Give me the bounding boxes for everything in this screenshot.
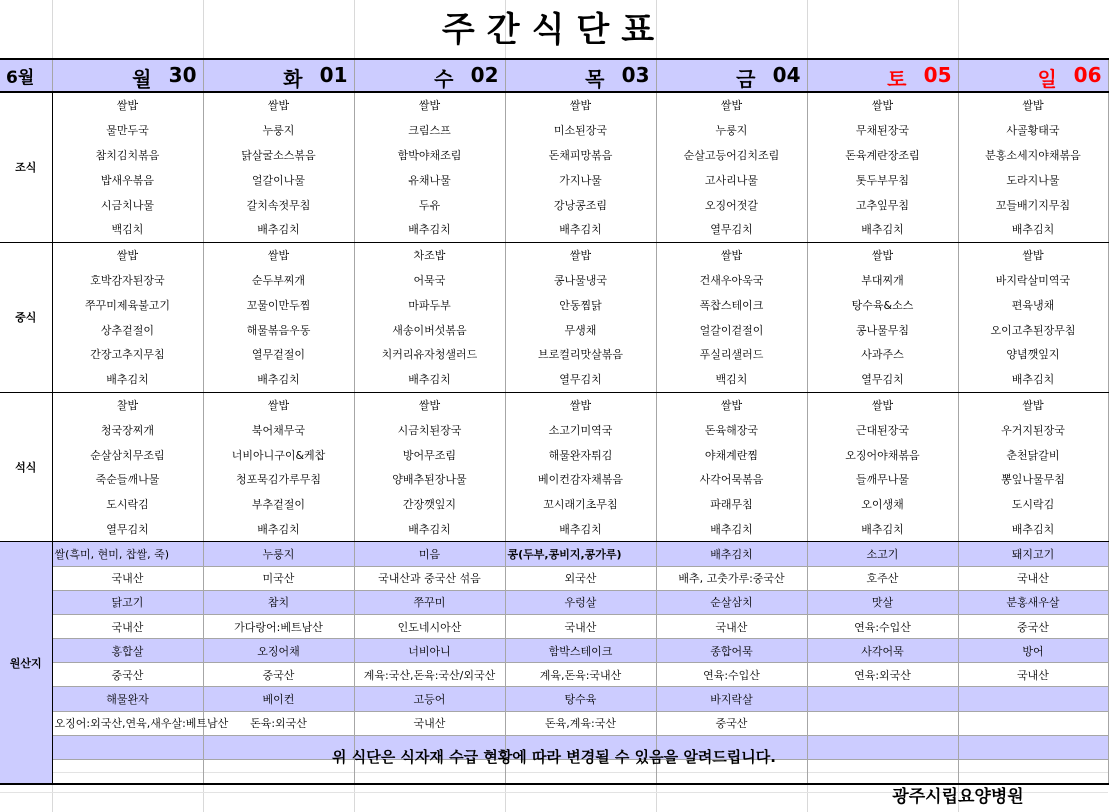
menu-item: 도라지나물 [958,167,1108,192]
menu-item: 배추김치 [958,217,1108,242]
menu-item: 쌀밥 [807,242,958,267]
menu-item: 해물볶음우동 [203,317,354,342]
menu-item: 쌀밥 [505,242,656,267]
menu-item: 오이고추된장무침 [958,317,1108,342]
day-name: 수 [434,67,454,91]
menu-item: 배추김치 [354,367,505,392]
origin-cell: 국내산 [656,614,807,638]
day-header [958,59,1108,92]
menu-item: 사골황태국 [958,118,1108,143]
origin-cell: 우렁살 [505,590,656,614]
menu-item: 근대된장국 [807,417,958,442]
origin-cell [807,687,958,711]
menu-item: 열무김치 [505,367,656,392]
menu-item: 돈육해장국 [656,417,807,442]
origin-cell: 중국산 [958,614,1108,638]
menu-row [0,367,1108,392]
menu-item: 배추김치 [354,217,505,242]
menu-item: 어묵국 [354,268,505,293]
menu-row [0,492,1108,517]
menu-item: 폭찹스테이크 [656,292,807,317]
menu-row [0,143,1108,168]
origin-cell: 미음 [354,542,505,566]
day-number: 04 [772,63,801,87]
menu-item: 춘천닭갈비 [958,442,1108,467]
origin-cell: 오징어:외국산,연육,새우살:베트남산 [52,711,203,735]
menu-item: 푸실리샐러드 [656,342,807,367]
day-number: 01 [319,63,348,87]
origin-cell: 국내산 [354,711,505,735]
menu-row [0,467,1108,492]
menu-item: 쌀밥 [807,392,958,417]
menu-item: 닭살굴소스볶음 [203,143,354,168]
menu-row [0,292,1108,317]
menu-row [0,392,1108,417]
origin-cell: 참치 [203,590,354,614]
menu-item: 쌀밥 [656,242,807,267]
origin-cell: 외국산 [505,566,656,590]
menu-item: 새송이버섯볶음 [354,317,505,342]
origin-cell: 방어 [958,639,1108,663]
menu-row [0,118,1108,143]
day-header [505,59,656,92]
menu-item: 간장깻잎지 [354,492,505,517]
day-number: 30 [168,63,197,87]
menu-item: 시금치나물 [52,192,203,217]
menu-item: 호박감자된장국 [52,268,203,293]
menu-item: 탕수육&소스 [807,292,958,317]
origin-cell: 호주산 [807,566,958,590]
menu-item: 미소된장국 [505,118,656,143]
menu-item: 들깨무나물 [807,467,958,492]
menu-item: 북어채무국 [203,417,354,442]
origin-cell: 베이컨 [203,687,354,711]
day-name: 월 [132,67,152,91]
day-name: 토 [887,67,907,91]
menu-item: 배추김치 [203,517,354,542]
origin-cell: 국내산과 중국산 섞음 [354,566,505,590]
menu-row [0,167,1108,192]
menu-row [0,342,1108,367]
menu-item: 참치김치볶음 [52,143,203,168]
menu-item: 방어무조림 [354,442,505,467]
origin-cell: 고등어 [354,687,505,711]
menu-item: 차조밥 [354,242,505,267]
origin-cell: 국내산 [505,614,656,638]
menu-item: 물만두국 [52,118,203,143]
origin-cell: 돼지고기 [958,542,1108,566]
menu-item: 유채나물 [354,167,505,192]
menu-item: 상추겉절이 [52,317,203,342]
origin-cell: 사각어묵 [807,639,958,663]
menu-item: 순두부찌개 [203,268,354,293]
origin-cell: 소고기 [807,542,958,566]
origin-cell: 맛살 [807,590,958,614]
day-name: 목 [585,67,605,91]
menu-row [0,242,1108,267]
origin-row [0,566,1108,590]
menu-item: 건새우아욱국 [656,268,807,293]
menu-row [0,417,1108,442]
menu-item: 크림스프 [354,118,505,143]
menu-item: 청국장찌개 [52,417,203,442]
day-header [52,59,203,92]
menu-item: 배추김치 [203,367,354,392]
menu-item: 쌀밥 [505,392,656,417]
menu-item: 오징어야채볶음 [807,442,958,467]
origin-cell: 연육:수입산 [656,663,807,687]
menu-item: 열무김치 [52,517,203,542]
origin-cell: 중국산 [656,711,807,735]
menu-item: 함박야채조림 [354,143,505,168]
menu-item: 밥새우볶음 [52,167,203,192]
origin-cell: 미국산 [203,566,354,590]
origin-cell [807,711,958,735]
menu-item: 얼갈이겉절이 [656,317,807,342]
menu-item: 시금치된장국 [354,417,505,442]
origin-cell [958,687,1108,711]
menu-item: 찰밥 [52,392,203,417]
menu-item: 쌀밥 [958,392,1108,417]
origin-label: 원산지 [0,542,52,784]
menu-item: 브로컬리맛살볶음 [505,342,656,367]
origin-cell: 연육:외국산 [807,663,958,687]
origin-row [0,711,1108,735]
menu-item: 도시락김 [958,492,1108,517]
menu-item: 백김치 [52,217,203,242]
menu-item: 파래무침 [656,492,807,517]
menu-item: 청포묵김가루무침 [203,467,354,492]
hospital-name: 광주시립요양병원 [892,787,1024,807]
menu-item: 양배추된장나물 [354,467,505,492]
origin-cell: 쌀(흑미, 현미, 찹쌀, 죽) [52,542,203,566]
menu-item: 야채계란찜 [656,442,807,467]
meal-label: 석식 [0,392,52,542]
origin-cell: 인도네시아산 [354,614,505,638]
menu-item: 돈육계란장조림 [807,143,958,168]
menu-row [0,192,1108,217]
origin-cell: 함박스테이크 [505,639,656,663]
notice-text: 위 식단은 식자재 수급 현황에 따라 변경될 수 있음을 알려드립니다. [332,748,776,766]
menu-item: 양념깻잎지 [958,342,1108,367]
origin-cell: 국내산 [52,614,203,638]
menu-item: 우거지된장국 [958,417,1108,442]
menu-item: 사각어묵볶음 [656,467,807,492]
day-name: 금 [736,67,756,91]
menu-row [0,92,1108,118]
origin-cell: 너비아니 [354,639,505,663]
month-label: 6월 [0,59,52,92]
menu-item: 간장고추지무침 [52,342,203,367]
menu-item: 백김치 [656,367,807,392]
origin-row [0,639,1108,663]
menu-item: 쌀밥 [354,92,505,118]
origin-cell: 연육:수입산 [807,614,958,638]
menu-item: 두유 [354,192,505,217]
menu-item: 얼갈이나물 [203,167,354,192]
menu-item: 치커리유자청샐러드 [354,342,505,367]
page-title: 주간식단표 [441,10,667,50]
menu-item: 사과주스 [807,342,958,367]
origin-row [0,663,1108,687]
menu-item: 쌀밥 [958,92,1108,118]
origin-cell [958,711,1108,735]
origin-cell: 배추, 고춧가루:중국산 [656,566,807,590]
menu-row [0,268,1108,293]
menu-row [0,517,1108,542]
menu-item: 해물완자튀김 [505,442,656,467]
menu-item: 쌀밥 [52,92,203,118]
origin-cell: 닭고기 [52,590,203,614]
menu-item: 배추김치 [656,517,807,542]
origin-cell: 순살삼치 [656,590,807,614]
origin-cell: 콩(두부,콩비지,콩가루) [505,542,656,566]
menu-item: 편육냉채 [958,292,1108,317]
origin-cell: 배추김치 [656,542,807,566]
menu-item: 쌀밥 [52,242,203,267]
menu-item: 배추김치 [505,517,656,542]
day-header [203,59,354,92]
menu-item: 꼬들배기지무침 [958,192,1108,217]
menu-item: 배추김치 [354,517,505,542]
origin-cell: 누룽지 [203,542,354,566]
menu-item: 갈치속젓무침 [203,192,354,217]
menu-item: 쌀밥 [656,92,807,118]
menu-item: 순살삼치무조림 [52,442,203,467]
origin-cell: 국내산 [958,566,1108,590]
origin-cell: 계육,돈육:국내산 [505,663,656,687]
menu-item: 쌀밥 [354,392,505,417]
meal-label: 조식 [0,92,52,242]
origin-cell: 돈육:외국산 [203,711,354,735]
origin-row [0,590,1108,614]
menu-item: 쌀밥 [958,242,1108,267]
origin-cell: 해물완자 [52,687,203,711]
menu-item: 배추김치 [52,367,203,392]
menu-item: 순살고등어김치조림 [656,143,807,168]
menu-item: 오이생채 [807,492,958,517]
day-name: 화 [283,67,303,91]
menu-item: 부대찌개 [807,268,958,293]
day-number: 03 [621,63,650,87]
origin-row [0,687,1108,711]
menu-item: 배추김치 [203,217,354,242]
day-header [656,59,807,92]
origin-cell: 돈육,계육:국산 [505,711,656,735]
meal-label: 중식 [0,242,52,392]
origin-cell: 국내산 [958,663,1108,687]
menu-item: 열무김치 [807,367,958,392]
menu-item: 뽕잎나물무침 [958,467,1108,492]
menu-item: 강낭콩조림 [505,192,656,217]
origin-cell: 계육:국산,돈육:국산/외국산 [354,663,505,687]
origin-cell: 가다랑어:베트남산 [203,614,354,638]
menu-item: 열무김치 [656,217,807,242]
menu-item: 배추김치 [807,517,958,542]
menu-item: 오징어젓갈 [656,192,807,217]
day-number: 02 [470,63,499,87]
menu-item: 무채된장국 [807,118,958,143]
day-number: 05 [923,63,952,87]
menu-item: 바지락살미역국 [958,268,1108,293]
menu-item: 고사리나물 [656,167,807,192]
menu-item: 고추잎무침 [807,192,958,217]
menu-item: 톳두부무침 [807,167,958,192]
menu-item: 죽순들깨나물 [52,467,203,492]
menu-item: 안동찜닭 [505,292,656,317]
menu-row [0,317,1108,342]
origin-cell: 쭈꾸미 [354,590,505,614]
menu-item: 쌀밥 [807,92,958,118]
day-number: 06 [1073,63,1102,87]
menu-item: 꼬물이만두찜 [203,292,354,317]
menu-item: 누룽지 [203,118,354,143]
menu-item: 쌀밥 [203,242,354,267]
day-header [807,59,958,92]
menu-item: 돈채피망볶음 [505,143,656,168]
origin-cell: 바지락살 [656,687,807,711]
menu-item: 마파두부 [354,292,505,317]
origin-cell: 국내산 [52,566,203,590]
menu-item: 배추김치 [958,367,1108,392]
origin-cell: 탕수육 [505,687,656,711]
origin-cell: 중국산 [52,663,203,687]
menu-item: 쌀밥 [505,92,656,118]
menu-item: 너비아니구이&케찹 [203,442,354,467]
menu-item: 분홍소세지야채볶음 [958,143,1108,168]
menu-item: 배추김치 [505,217,656,242]
menu-item: 콩나물냉국 [505,268,656,293]
menu-item: 쌀밥 [203,92,354,118]
origin-cell: 분홍새우살 [958,590,1108,614]
origin-cell: 홍합살 [52,639,203,663]
origin-cell: 오징어채 [203,639,354,663]
day-header-row [0,59,1108,92]
menu-item: 쌀밥 [203,392,354,417]
day-header [354,59,505,92]
menu-item: 배추김치 [807,217,958,242]
menu-row [0,217,1108,242]
menu-item: 열무겉절이 [203,342,354,367]
menu-row [0,442,1108,467]
origin-cell: 종합어묵 [656,639,807,663]
origin-row [0,542,1108,566]
menu-item: 도시락김 [52,492,203,517]
menu-item: 쌀밥 [656,392,807,417]
menu-item: 배추김치 [958,517,1108,542]
menu-item: 콩나물무침 [807,317,958,342]
origin-row [0,614,1108,638]
menu-item: 소고기미역국 [505,417,656,442]
menu-item: 누룽지 [656,118,807,143]
menu-item: 부추겉절이 [203,492,354,517]
menu-item: 무생채 [505,317,656,342]
menu-item: 쭈꾸미제육불고기 [52,292,203,317]
menu-item: 베이컨감자채볶음 [505,467,656,492]
menu-item: 꼬시래기초무침 [505,492,656,517]
weekly-menu-table [0,58,1109,785]
menu-item: 가지나물 [505,167,656,192]
day-name: 일 [1037,67,1057,91]
origin-cell: 중국산 [203,663,354,687]
